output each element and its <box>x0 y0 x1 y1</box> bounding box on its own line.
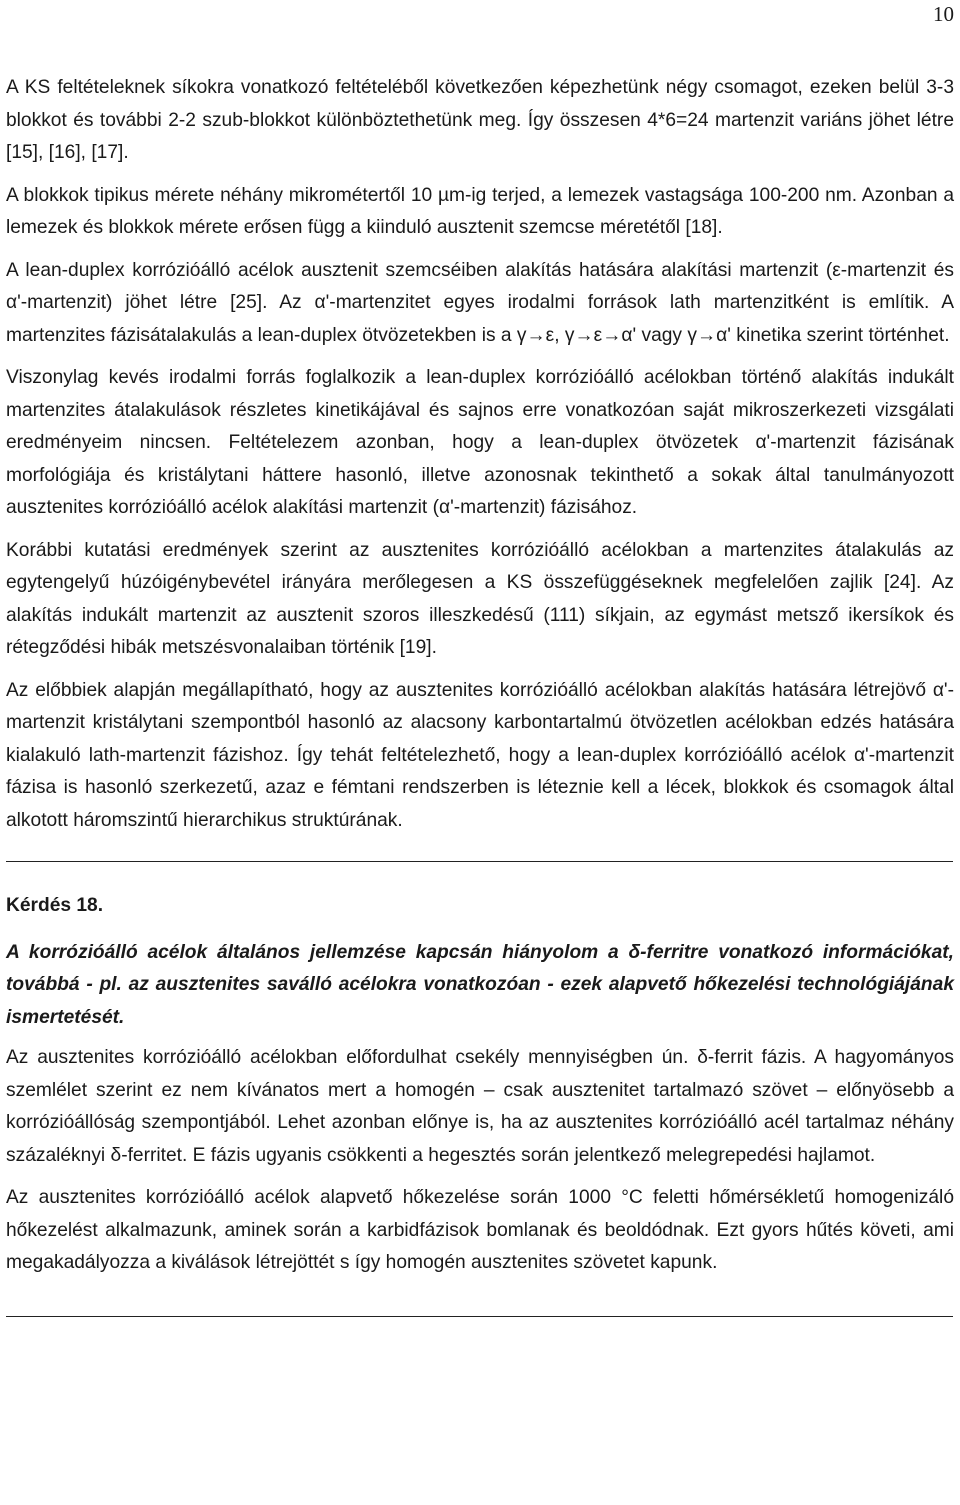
page-number: 10 <box>933 2 954 26</box>
question-heading: Kérdés 18. <box>6 895 104 916</box>
paragraph: Viszonylag kevés irodalmi forrás foglalkozik a lean-duplex korrózióálló acélokban történő alakítás indukált martenzites átalakulások részletes kinetikájával és sajnos erre vonatkozóan saját mikroszerkezeti vizsgálati eredményeim nincsen. Feltételezem azonban, hogy a lean-duplex ötvözetek α'-martenzit fázisának morfológiája és kristálytani háttere hasonló, illetve azonosnak tekinthető a sokak által tanulmányozott ausztenites korrózióálló acélok alakítási martenzit (α'-martenzit) fázisához. <box>6 367 954 518</box>
paragraph: A KS feltételeknek síkokra vonatkozó feltételéből következően képezhetünk négy csomagot, ezeken belül 3-3 blokkot és további 2-2 szub-blokkot különböztethetünk meg. Így összesen 4*6=24 martenzit variáns jöhet létre [15], [16], [17]. <box>6 77 954 163</box>
paragraph: A lean-duplex korrózióálló acélok ausztenit szemcséiben alakítás hatására alakítási martenzit (ε-martenzit és α'-martenzit) jöhet létre [25]. Az α'-martenzitet egyes irodalmi források lath martenzitként is említik. A martenzites fázisátalakulás a lean-duplex ötvözetekben is a γ→ε, γ→ε→α' vagy γ→α' kinetika szerint történhet. <box>6 259 954 346</box>
paragraph: A blokkok tipikus mérete néhány mikrométertől 10 µm-ig terjed, a lemezek vastagsága 100-200 nm. Azonban a lemezek és blokkok mérete erősen függ a kiinduló ausztenit szemcse méretétől [18]. <box>6 184 954 238</box>
section-divider <box>6 861 953 862</box>
answer-paragraph: Az ausztenites korrózióálló acélok alapvető hőkezelése során 1000 °C feletti hőmérsékletű homogenizáló hőkezelést alkalmazunk, aminek során a karbidfázisok bomlanak és beoldódnak. Ezt gyors hűtés követi, ami megakadályozza a kiválások létrejöttét s így homogén ausztenites szövetet kapunk. <box>6 1187 954 1273</box>
answer-paragraph: Az ausztenites korrózióálló acélokban előfordulhat csekély mennyiségben ún. δ-ferrit fázis. A hagyományos szemlélet szerint ez nem kívánatos mert a homogén – csak ausztenitet tartalmazó szövet – előnyösebb a korrózióállóság szempontjából. Lehet azonban előnye is, ha az ausztenites korrózióálló acél tartalmaz néhány százaléknyi δ-ferritet. E fázis ugyanis csökkenti a hegesztés során jelentkező melegrepedési hajlamot. <box>6 1047 954 1166</box>
paragraph: Korábbi kutatási eredmények szerint az ausztenites korrózióálló acélokban a martenzites átalakulás az egytengelyű húzóigénybevétel irányára merőlegesen a KS összefüggéseknek megfelelően zajlik [24]. Az alakítás indukált martenzit az ausztenit szoros illeszkedésű (111) síkjain, az egymást metsző ikersíkok és rétegződési hibák metszésvonalaiban történik [19]. <box>6 539 954 658</box>
document-body <box>6 72 954 1317</box>
section-divider-bottom <box>6 1316 953 1317</box>
question-text: A korrózióálló acélok általános jellemzése kapcsán hiányolom a δ-ferritre vonatkozó információkat, továbbá - pl. az ausztenites saválló acélokra vonatkozóan - ezek alapvető hőkezelési technológiájának ismertetését. <box>6 941 954 1028</box>
paragraph: Az előbbiek alapján megállapítható, hogy az ausztenites korrózióálló acélokban alakítás hatására létrejövő α'-martenzit kristálytani szempontból hasonló az alacsony karbontartalmú ötvözetlen acélokban edzés hatására kialakuló lath-martenzit fázishoz. Így tehát feltételezhető, hogy a lean-duplex korrózióálló acélok α'-martenzit fázisa is hasonló szerkezetű, azaz e fémtani rendszerben is léteznie kell a lécek, blokkok és csomagok által alkotott háromszintű hierarchikus struktúrának. <box>6 679 954 831</box>
